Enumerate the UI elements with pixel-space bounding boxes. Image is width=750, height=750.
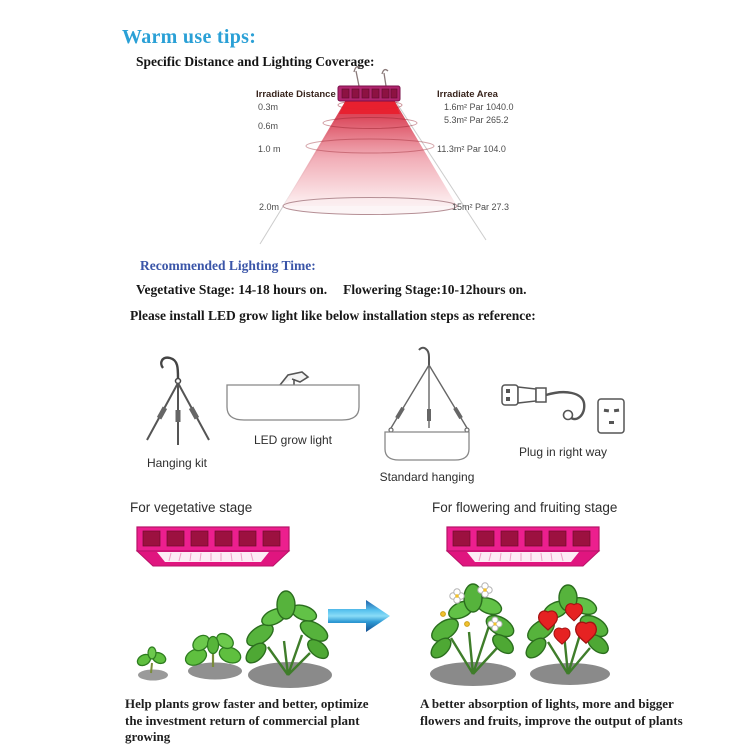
area-0_6m: 5.3m² Par 265.2 — [444, 115, 509, 125]
lighting-time-detail — [136, 281, 526, 299]
page-title: Warm use tips: — [122, 26, 257, 48]
distance-0_3m: 0.3m — [258, 102, 279, 112]
hanging-kit-item — [133, 350, 221, 470]
flowering-plants — [418, 568, 623, 693]
power-plug-icon — [498, 357, 628, 437]
vegetative-panel — [133, 524, 293, 569]
coverage-ellipse-2m — [283, 198, 457, 215]
irradiate-area-header: Irradiate Area — [437, 89, 498, 100]
standard-hanging-item — [377, 343, 477, 484]
flowering-stage-heading: For flowering and fruiting stage — [432, 500, 618, 515]
transition-arrow — [328, 598, 392, 634]
vegetative-plants — [123, 583, 333, 688]
vegetative-hours: Vegetative Stage: 14-18 hours on. — [136, 282, 328, 297]
flower-fruit-plants-illustration — [418, 568, 623, 693]
flowering-panel — [443, 524, 603, 569]
hanging-kit-icon — [133, 350, 221, 450]
plug-item — [498, 357, 628, 459]
distance-0_6m: 0.6m — [258, 121, 279, 131]
distance-2_0m: 2.0m — [259, 202, 280, 212]
irradiate-distance-header: Irradiate Distance — [256, 89, 336, 100]
coverage-subtitle: Specific Distance and Lighting Coverage: — [136, 54, 375, 69]
right-arrow-icon — [328, 598, 392, 634]
lighting-time-heading: Recommended Lighting Time: — [140, 258, 316, 273]
area-0_3m: 1.6m² Par 1040.0 — [444, 102, 514, 112]
pink-led-panel-icon — [133, 524, 293, 569]
install-note: Please install LED grow light like below installation steps as reference: — [130, 308, 536, 323]
led-grow-light-label: LED grow light — [253, 433, 333, 447]
flowering-hours: Flowering Stage:10-12hours on. — [343, 282, 527, 297]
hanging-kit-label: Hanging kit — [146, 456, 208, 470]
standard-hanging-icon — [377, 343, 477, 465]
pink-led-panel-icon — [443, 524, 603, 569]
flowering-description: A better absorption of lights, more and bigger flowers and fruits, improve the output of plants — [420, 696, 683, 728]
led-grow-light-item — [222, 365, 364, 447]
plug-label: Plug in right way — [518, 445, 608, 459]
grow-lamp-icon — [338, 86, 400, 101]
led-grow-light-icon — [222, 365, 364, 425]
distance-1_0m: 1.0 m — [258, 144, 281, 154]
vegetative-description: Help plants grow faster and better, optimize the investment return of commercial plant growing — [125, 696, 369, 745]
standard-hanging-label: Standard hanging — [379, 470, 475, 484]
growing-plants-illustration — [123, 583, 333, 688]
area-1_0m: 11.3m² Par 104.0 — [437, 144, 506, 154]
vegetative-stage-heading: For vegetative stage — [130, 500, 253, 515]
area-2_0m: 15m² Par 27.3 — [452, 202, 510, 212]
